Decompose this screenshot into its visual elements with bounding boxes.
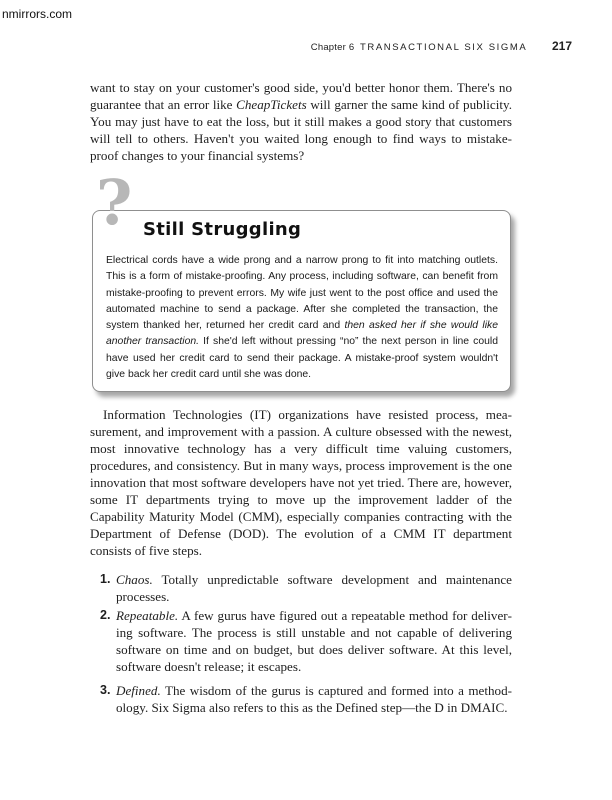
running-header: [311, 39, 572, 53]
list-item: [100, 682, 512, 716]
page-number: 217: [551, 39, 572, 53]
intro-text-1: want to stay on your customer's good side, you'd better honor them. There's no guarantee that an error like: [90, 80, 512, 112]
list-item-number: 3.: [100, 683, 111, 697]
list-item-text: A few gurus have figured out a repeatable method for delivering software. The process is still unstable and not capable of delivering software on time and on budget, but does deliver software. At this level, software doesn't release; it escapes.: [116, 608, 512, 674]
sidebar-title: Still Struggling: [143, 219, 302, 240]
sidebar-body: [106, 253, 498, 383]
list-item-term: Chaos.: [116, 572, 153, 587]
chapter-label: Chapter 6: [310, 42, 355, 53]
intro-italic-term: CheapTickets: [236, 97, 307, 112]
list-item: [100, 607, 512, 675]
list-item-term: Repeatable.: [116, 608, 179, 623]
list-item-text: The wisdom of the gurus is captured and formed into a methodology. Six Sigma also refers to this as the Defined step—the D in DMAIC.: [116, 683, 512, 715]
list-item-number: 1.: [100, 572, 111, 586]
list-item-term: Defined.: [116, 683, 161, 698]
sidebar-text-1: Electrical cords have a wide prong and a narrow prong to fit into matching outlets. This is a form of mistake-proofing. Any process, including software, can benefit from mistake-proofing to prevent errors. My wife just went to the post office and used the automated machine to send a package. After she completed the transaction, the system thanked her, returned her credit card and: [106, 255, 498, 332]
intro-text-2: will garner the same kind of publicity. You may just have to eat the loss, but it still makes a good story that customers will tell to others. Haven't you waited long enough to find ways to mistake-proof changes to your financial systems?: [90, 97, 512, 163]
body-paragraph: Information Technologies (IT) organizations have resisted process, measurement, and improvement with a passion. A culture obsessed with the newest, most innovative technology has a very difficult time valuing customers, procedures, and consistency. But in many ways, process improvement is the one innovation that most software developers have not yet tried. There are, however, some IT departments trying to move up the improvement ladder of the Capability Maturity Model (CMM), especially companies contracting with the Department of Defense (DOD). The evolution of a CMM IT department consists of five steps.: [90, 407, 512, 558]
sidebar-italic-text: then asked her if she would like another transaction.: [106, 320, 498, 348]
list-item-number: 2.: [100, 608, 111, 622]
list-item-text: Totally unpredictable software development and maintenance processes.: [116, 572, 512, 604]
section-title: TRANSACTIONAL SIX SIGMA: [359, 42, 528, 53]
site-watermark: nmirrors.com: [2, 7, 73, 21]
list-item: [100, 571, 512, 605]
sidebar-text-2: If she'd left without pressing “no” the next person in line could have used her credit card to send their package. A mistake-proof system wouldn't give back her credit card until she was done.: [106, 336, 498, 381]
intro-paragraph: [90, 79, 512, 164]
question-mark-icon: ?: [96, 166, 133, 239]
